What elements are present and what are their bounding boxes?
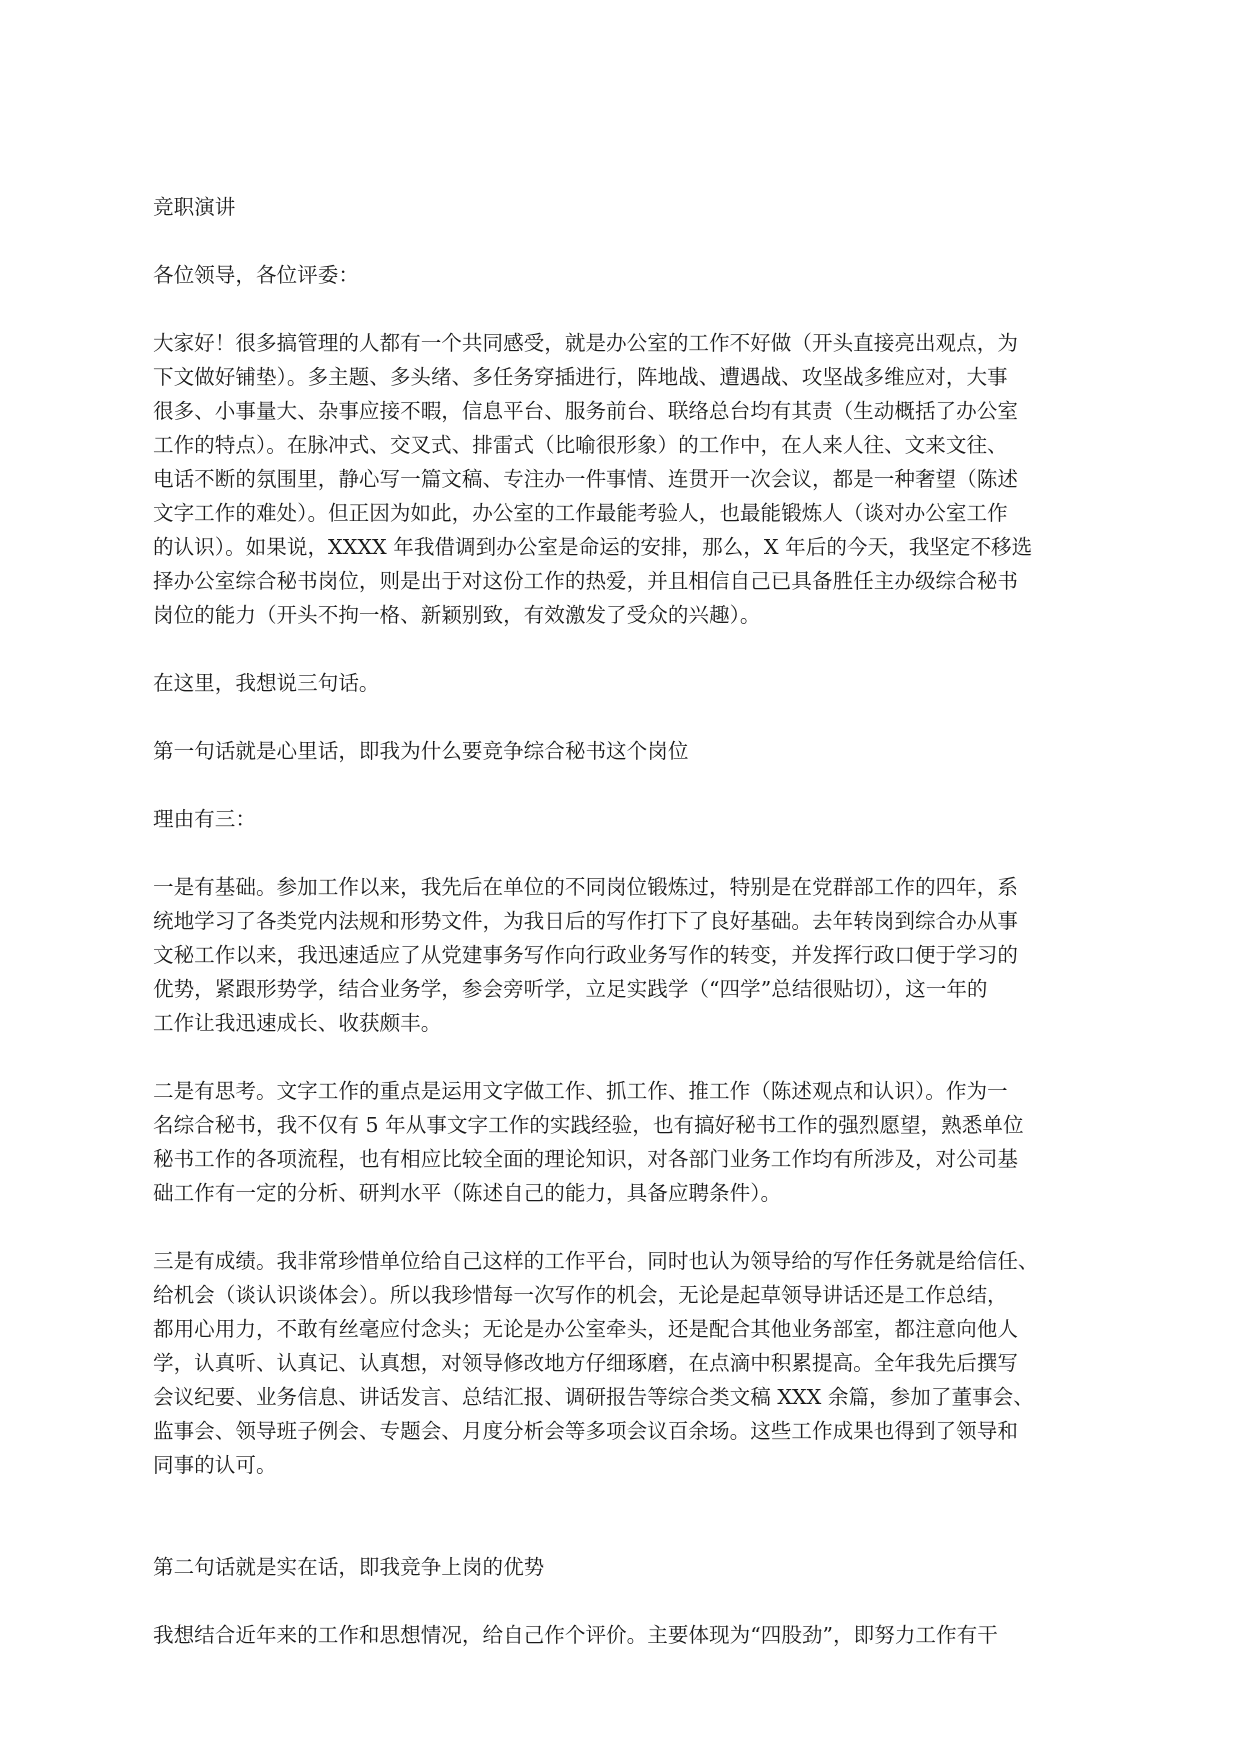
paragraph-self-evaluation: 我想结合近年来的工作和思想情况，给自己作个评价。主要体现为“四股劲”，即努力工作有干 xyxy=(153,1623,998,1647)
document-page xyxy=(153,190,1080,1686)
document-title: 竞职演讲 xyxy=(153,195,236,219)
paragraph-reason-achievements: 三是有成绩。我非常珍惜单位给自己这样的工作平台，同时也认为领导给的写作任务就是给信任、 给机会（谈认识谈体会）。所以我珍惜每一次写作的机会，无论是起草领导讲话还是工作总结， 都用心用力，不敢有丝毫应付念头；无论是办公室牵头，还是配合其他业务部室，都注意向他人 学，认真听、认真记、认真想，对领导修改地方仔细琢磨，在点滴中积累提高。全年我先后撰写 会议纪要、业务信息、讲话发言、总结汇报、调研报告等综合类文稿 XXX 余篇，参加了董事会、 监事会、领导班子例会、专题会、月度分析会等多项会议百余场。这些工作成果也得到了领导和 同事的认可。 xyxy=(153,1249,1039,1477)
paragraph-opening: 大家好！很多搞管理的人都有一个共同感受，就是办公室的工作不好做（开头直接亮出观点，为 下文做好铺垫）。多主题、多头绪、多任务穿插进行，阵地战、遭遇战、攻坚战多维应对，大事 很多、小事量大、杂事应接不暇，信息平台、服务前台、联络总台均有其责（生动概括了办公室 工作的特点）。在脉冲式、交叉式、排雷式（比喻很形象）的工作中，在人来人往、文来文往、 电话不断的氛围里，静心写一篇文稿、专注办一件事情、连贯开一次会议，都是一种奢望（陈述 文字工作的难处）。但正因为如此，办公室的工作最能考验人，也最能锻炼人（谈对办公室工作 的认识）。如果说，XXXX 年我借调到办公室是命运的安排，那么，X 年后的今天，我坚定不移选 择办公室综合秘书岗位，则是出于对这份工作的热爱，并且相信自己已具备胜任主办级综合秘书 岗位的能力（开头不拘一格、新颖别致，有效激发了受众的兴趣）。 xyxy=(153,331,1033,627)
paragraph-three-reasons: 理由有三： xyxy=(153,807,256,831)
paragraph-reason-thinking: 二是有思考。文字工作的重点是运用文字做工作、抓工作、推工作（陈述观点和认识）。作为一 名综合秘书，我不仅有 5 年从事文字工作的实践经验，也有搞好秘书工作的强烈愿望，熟悉单位 秘书工作的各项流程，也有相应比较全面的理论知识，对各部门业务工作均有所涉及，对公司基 础工作有一定的分析、研判水平（陈述自己的能力，具备应聘条件）。 xyxy=(153,1079,1024,1205)
section-heading-second-sentence: 第二句话就是实在话，即我竞争上岗的优势 xyxy=(153,1555,545,1579)
paragraph-reason-foundation: 一是有基础。参加工作以来，我先后在单位的不同岗位锻炼过，特别是在党群部工作的四年，系 统地学习了各类党内法规和形势文件，为我日后的写作打下了良好基础。去年转岗到综合办从事 文秘工作以来，我迅速适应了从党建事务写作向行政业务写作的转变，并发挥行政口便于学习的 优势，紧跟形势学，结合业务学，参会旁听学，立足实践学（“四学”总结很贴切），这一年的 工作让我迅速成长、收获颇丰。 xyxy=(153,875,1018,1035)
paragraph-three-sentences: 在这里，我想说三句话。 xyxy=(153,671,380,695)
section-heading-first-sentence: 第一句话就是心里话，即我为什么要竞争综合秘书这个岗位 xyxy=(153,739,689,763)
salutation: 各位领导，各位评委： xyxy=(153,263,359,287)
